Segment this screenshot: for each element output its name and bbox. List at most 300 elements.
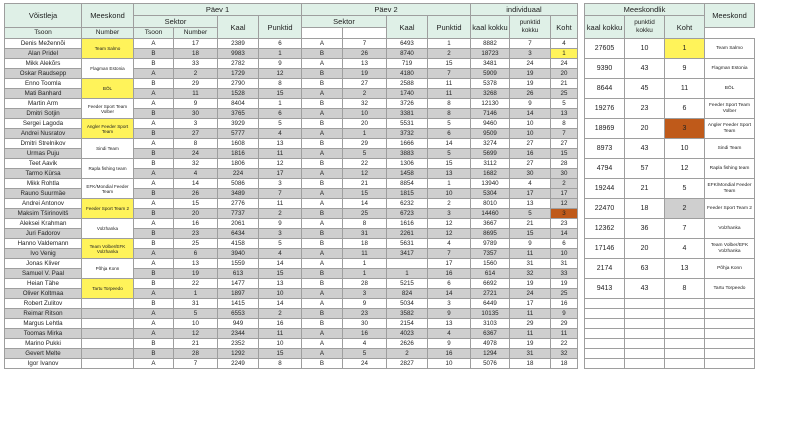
d1-cell: 13 (259, 139, 302, 149)
d2-cell: B (302, 359, 343, 369)
d2-cell: 8 (428, 109, 471, 119)
d1-cell: 8 (259, 79, 302, 89)
d2-cell: A (302, 199, 343, 209)
d1-cell: 17 (174, 39, 218, 49)
header-team-results: Meeskondlik (585, 4, 705, 16)
team-koht: 2 (665, 199, 705, 219)
team-kaal: 8644 (585, 79, 625, 99)
individual-cell: 7146 (471, 109, 510, 119)
participant-name: Martin Arm (5, 99, 82, 109)
team-empty (625, 349, 665, 359)
team-cell: Sindi Team (82, 139, 134, 159)
team-empty (625, 359, 665, 369)
header-kaal-kokku: kaal kokku (471, 16, 510, 39)
team-kaal: 18969 (585, 119, 625, 139)
d1-cell: 3929 (218, 119, 259, 129)
individual-cell: 1294 (471, 349, 510, 359)
team-koht: 7 (665, 219, 705, 239)
d2-cell: 9 (343, 299, 387, 309)
header-team-punktid-kokku: punktid kokku (625, 16, 665, 39)
team-empty (705, 349, 755, 359)
table-row (5, 59, 755, 69)
individual-cell: 18 (510, 359, 551, 369)
d1-cell: 12 (259, 159, 302, 169)
column-gap (578, 169, 585, 179)
header-punktid-day2: Punktid (428, 16, 471, 39)
team-empty (705, 309, 755, 319)
d2-cell: 5631 (387, 239, 428, 249)
header-day2: Päev 2 (302, 4, 471, 16)
d1-cell: 6 (259, 39, 302, 49)
team-empty (585, 319, 625, 329)
team-cell: Team Volber/EFK Volzhanka (82, 239, 134, 259)
team-koht: 11 (665, 79, 705, 99)
individual-cell: 30 (510, 169, 551, 179)
team-empty (585, 359, 625, 369)
d2-cell: 6 (428, 129, 471, 139)
d1-cell: 613 (218, 269, 259, 279)
d2-cell: 2261 (387, 229, 428, 239)
d2-cell: B (302, 49, 343, 59)
d1-cell: B (134, 269, 174, 279)
team-punktid: 18 (625, 199, 665, 219)
d1-cell: 5777 (218, 129, 259, 139)
individual-cell: 13 (551, 109, 578, 119)
d1-cell: 1729 (218, 69, 259, 79)
team-punktid: 43 (625, 139, 665, 159)
column-gap (578, 219, 585, 229)
d1-cell: 23 (174, 229, 218, 239)
header-sector-day1: Sektor (134, 16, 218, 28)
d1-cell: 15 (259, 89, 302, 99)
header-day1: Päev 1 (134, 4, 302, 16)
team-empty (665, 329, 705, 339)
participant-name: Mati Banhard (5, 89, 82, 99)
participant-name: Oskar Raudsepp (5, 69, 82, 79)
column-gap (302, 28, 343, 39)
d1-cell: A (134, 179, 174, 189)
d1-cell: 1292 (218, 349, 259, 359)
column-gap (578, 119, 585, 129)
team-name-right: Volzhanka (705, 219, 755, 239)
d2-cell: 824 (387, 289, 428, 299)
d1-cell: 11 (259, 329, 302, 339)
individual-cell: 3103 (471, 319, 510, 329)
d2-cell: 3 (428, 209, 471, 219)
d1-cell: 19 (174, 269, 218, 279)
participant-name: Gevert Melte (5, 349, 82, 359)
participant-name: Dmitri Strelnikov (5, 139, 82, 149)
team-kaal: 12362 (585, 219, 625, 239)
d2-cell: B (302, 229, 343, 239)
d2-cell: 1 (343, 269, 387, 279)
team-punktid: 45 (625, 79, 665, 99)
d1-cell: 2790 (218, 79, 259, 89)
d1-cell: 1 (259, 49, 302, 59)
d2-cell: B (302, 179, 343, 189)
column-gap (578, 359, 585, 369)
d2-cell: 14 (343, 199, 387, 209)
d2-cell: 1458 (387, 169, 428, 179)
team-kaal: 4794 (585, 159, 625, 179)
individual-cell: 3268 (471, 89, 510, 99)
participant-name: Mikk Alekõrs (5, 59, 82, 69)
d2-cell: 16 (428, 349, 471, 359)
team-empty (665, 339, 705, 349)
d2-cell: 12 (343, 169, 387, 179)
d1-cell: 20 (174, 209, 218, 219)
individual-cell: 4 (551, 39, 578, 49)
individual-cell: 13 (510, 199, 551, 209)
d1-cell: 10 (259, 339, 302, 349)
table-row (5, 299, 755, 309)
team-kaal: 9390 (585, 59, 625, 79)
d1-cell: 3765 (218, 109, 259, 119)
d1-cell: 25 (174, 239, 218, 249)
d1-cell: 16 (259, 319, 302, 329)
individual-cell: 24 (510, 59, 551, 69)
table-row (5, 39, 755, 49)
d2-cell (387, 259, 428, 269)
d1-cell: 3940 (218, 249, 259, 259)
individual-cell: 14 (510, 109, 551, 119)
column-gap (578, 109, 585, 119)
d1-cell: 17 (259, 169, 302, 179)
participant-name: Mikk Rohtla (5, 179, 82, 189)
team-name-right: Rapla fishing team (705, 159, 755, 179)
team-empty (665, 359, 705, 369)
team-cell-empty (82, 359, 134, 369)
header-team: Meeskond (82, 4, 134, 28)
team-koht: 6 (665, 99, 705, 119)
team-cell-empty (82, 319, 134, 329)
team-cell-empty (82, 309, 134, 319)
individual-cell: 3481 (471, 59, 510, 69)
d1-cell: B (134, 159, 174, 169)
d2-cell: 1 (428, 179, 471, 189)
individual-cell: 32 (510, 269, 551, 279)
d2-cell: 1 (428, 39, 471, 49)
d1-cell: 14 (259, 259, 302, 269)
team-kaal: 2174 (585, 259, 625, 279)
header-koht: Koht (551, 16, 578, 39)
d1-cell: 3 (259, 179, 302, 189)
individual-cell: 16 (510, 149, 551, 159)
team-koht: 9 (665, 59, 705, 79)
individual-cell: 1560 (471, 259, 510, 269)
table-row (5, 179, 755, 189)
team-koht: 8 (665, 279, 705, 299)
individual-cell: 10 (510, 129, 551, 139)
team-kaal: 19276 (585, 99, 625, 119)
participant-name: Sergei Lagoda (5, 119, 82, 129)
team-empty (665, 319, 705, 329)
d2-cell: 8854 (387, 179, 428, 189)
d2-cell: 3381 (387, 109, 428, 119)
participant-name: Andrei Antonov (5, 199, 82, 209)
team-empty (705, 359, 755, 369)
d1-cell: B (134, 109, 174, 119)
d2-cell: 9 (428, 309, 471, 319)
column-gap (578, 4, 585, 28)
d2-cell: 5 (428, 119, 471, 129)
individual-cell: 30 (551, 169, 578, 179)
d2-cell: 1306 (387, 159, 428, 169)
team-name-right: Flagman Estonia (705, 59, 755, 79)
d2-cell: 27 (343, 79, 387, 89)
individual-cell: 31 (510, 349, 551, 359)
individual-cell: 29 (510, 319, 551, 329)
d1-cell: 22 (174, 279, 218, 289)
d2-cell: 7 (428, 69, 471, 79)
individual-cell: 18723 (471, 49, 510, 59)
d1-cell: 224 (218, 169, 259, 179)
column-gap (578, 309, 585, 319)
team-cell-empty (82, 349, 134, 359)
team-name-right: BÕL (705, 79, 755, 99)
individual-cell: 17 (510, 299, 551, 309)
d2-cell: 15 (428, 59, 471, 69)
d2-cell: A (302, 339, 343, 349)
header-kaal-day1: Kaal (218, 16, 259, 39)
d2-cell: B (302, 99, 343, 109)
d2-cell: 7 (343, 39, 387, 49)
participant-name: Toomas Mirka (5, 329, 82, 339)
team-cell: EFK/Mondial Feeder Team (82, 179, 134, 199)
individual-cell: 6 (551, 239, 578, 249)
individual-cell: 22 (551, 339, 578, 349)
d1-cell: 1 (174, 289, 218, 299)
d2-cell: 13 (428, 319, 471, 329)
d1-cell: 1 (259, 99, 302, 109)
individual-cell: 2 (551, 179, 578, 189)
column-gap (578, 349, 585, 359)
column-gap (578, 209, 585, 219)
participant-name: Denis Mežennõi (5, 39, 82, 49)
d2-cell: 1 (343, 129, 387, 139)
d2-cell: A (302, 39, 343, 49)
d2-cell: 8 (343, 219, 387, 229)
individual-cell: 5699 (471, 149, 510, 159)
d1-cell: 3 (259, 229, 302, 239)
d1-cell: 1477 (218, 279, 259, 289)
d2-cell: 7 (428, 249, 471, 259)
individual-cell: 33 (551, 269, 578, 279)
d1-cell: A (134, 359, 174, 369)
d1-cell: 10 (259, 289, 302, 299)
d2-cell: 5034 (387, 299, 428, 309)
participant-name: Teet Aavik (5, 159, 82, 169)
d2-cell: 5 (428, 149, 471, 159)
d1-cell: B (134, 149, 174, 159)
d1-cell: 7 (174, 359, 218, 369)
d2-cell: A (302, 259, 343, 269)
d1-cell: 4 (174, 169, 218, 179)
team-cell-empty (82, 329, 134, 339)
individual-cell: 5378 (471, 79, 510, 89)
d1-cell: 32 (174, 159, 218, 169)
d1-cell: 10 (174, 319, 218, 329)
team-empty (665, 299, 705, 309)
table-row (5, 79, 755, 89)
team-cell-empty (82, 339, 134, 349)
team-koht: 5 (665, 179, 705, 199)
team-empty (705, 339, 755, 349)
d2-cell: A (302, 289, 343, 299)
d2-cell: 2 (343, 89, 387, 99)
individual-cell: 11 (510, 309, 551, 319)
d1-cell: 16 (174, 219, 218, 229)
column-gap (578, 59, 585, 69)
d1-cell: B (134, 339, 174, 349)
d1-cell: 2 (259, 309, 302, 319)
d1-cell: 2 (174, 69, 218, 79)
team-kaal: 22470 (585, 199, 625, 219)
d2-cell: A (302, 149, 343, 159)
d1-cell: 6 (259, 109, 302, 119)
d2-cell: 22 (343, 159, 387, 169)
d1-cell: 12 (259, 69, 302, 79)
d2-cell: B (302, 279, 343, 289)
column-gap (578, 239, 585, 249)
d1-cell: A (134, 89, 174, 99)
d2-cell: 9 (428, 339, 471, 349)
d2-cell: 2588 (387, 79, 428, 89)
d2-cell: A (302, 189, 343, 199)
column-gap (578, 269, 585, 279)
team-koht: 1 (665, 39, 705, 59)
participant-name: Samuel V. Paal (5, 269, 82, 279)
d2-cell: 11 (428, 89, 471, 99)
results-table (4, 3, 755, 369)
d2-cell: A (302, 219, 343, 229)
column-gap (578, 289, 585, 299)
d1-cell: 4 (259, 249, 302, 259)
participant-name: Igor Ivanov (5, 359, 82, 369)
d2-cell: 4 (428, 239, 471, 249)
d2-cell: B (302, 69, 343, 79)
header-number-day2: Number (174, 28, 218, 39)
d2-cell: A (302, 59, 343, 69)
header-team-koht: Koht (665, 16, 705, 39)
column-gap (578, 189, 585, 199)
d2-cell: 2 (387, 349, 428, 359)
column-gap (578, 89, 585, 99)
d1-cell: 26 (174, 189, 218, 199)
team-cell: Rapla fishing team (82, 159, 134, 179)
table-row (5, 309, 755, 319)
d1-cell: 3 (174, 119, 218, 129)
d2-cell: 20 (343, 119, 387, 129)
d2-cell: 2827 (387, 359, 428, 369)
d2-cell: 6 (428, 279, 471, 289)
participant-name: Reimar Ritson (5, 309, 82, 319)
table-row (5, 359, 755, 369)
individual-cell: 10 (551, 249, 578, 259)
header-number-day1: Number (82, 28, 134, 39)
individual-cell: 4978 (471, 339, 510, 349)
individual-cell: 14 (551, 229, 578, 239)
d1-cell: 8 (174, 139, 218, 149)
d2-cell: 6232 (387, 199, 428, 209)
d1-cell: A (134, 329, 174, 339)
d2-cell: 14 (428, 139, 471, 149)
d2-cell: 3 (343, 289, 387, 299)
d2-cell: 23 (343, 309, 387, 319)
team-punktid: 43 (625, 279, 665, 299)
d2-cell: 1 (343, 259, 387, 269)
individual-cell: 21 (551, 79, 578, 89)
individual-cell: 21 (510, 219, 551, 229)
d2-cell: A (302, 169, 343, 179)
d1-cell: A (134, 199, 174, 209)
d1-cell: 9 (259, 59, 302, 69)
d1-cell: 2061 (218, 219, 259, 229)
table-row (5, 349, 755, 359)
individual-cell: 27 (510, 159, 551, 169)
d1-cell: B (134, 239, 174, 249)
team-kaal: 19244 (585, 179, 625, 199)
d1-cell: 33 (174, 59, 218, 69)
d2-cell: 1666 (387, 139, 428, 149)
individual-cell: 1682 (471, 169, 510, 179)
individual-cell: 19 (551, 279, 578, 289)
individual-cell: 12130 (471, 99, 510, 109)
table-row (5, 139, 755, 149)
d1-cell: A (134, 169, 174, 179)
header-punktid-day1: Punktid (259, 16, 302, 39)
d1-cell: 2782 (218, 59, 259, 69)
column-gap (578, 149, 585, 159)
individual-cell: 11 (510, 329, 551, 339)
column-gap (578, 79, 585, 89)
d1-cell: A (134, 289, 174, 299)
individual-cell: 29 (551, 319, 578, 329)
d2-cell: B (302, 319, 343, 329)
d1-cell: A (134, 219, 174, 229)
team-cell: Feeder Sport Team Volber (82, 99, 134, 119)
d2-cell: 3732 (387, 129, 428, 139)
d1-cell: 5 (259, 239, 302, 249)
d1-cell: 12 (174, 329, 218, 339)
d1-cell: 18 (174, 49, 218, 59)
d1-cell: B (134, 209, 174, 219)
d1-cell: 1897 (218, 289, 259, 299)
individual-cell: 3112 (471, 159, 510, 169)
d2-cell: 10 (428, 359, 471, 369)
d1-cell: 5086 (218, 179, 259, 189)
d2-cell: 13 (343, 59, 387, 69)
individual-cell: 10 (510, 119, 551, 129)
individual-cell: 27 (510, 139, 551, 149)
d2-cell: 10 (428, 189, 471, 199)
d2-cell: B (302, 309, 343, 319)
d1-cell: B (134, 229, 174, 239)
individual-cell: 16 (551, 299, 578, 309)
individual-cell: 8010 (471, 199, 510, 209)
d2-cell: 3726 (387, 99, 428, 109)
individual-cell: 9789 (471, 239, 510, 249)
d2-cell: A (302, 329, 343, 339)
d1-cell: B (134, 279, 174, 289)
d1-cell: A (134, 319, 174, 329)
team-punktid: 21 (625, 179, 665, 199)
column-gap (578, 299, 585, 309)
table-row (5, 99, 755, 109)
individual-cell: 7 (551, 129, 578, 139)
column-gap (578, 179, 585, 189)
d1-cell: 8 (259, 359, 302, 369)
